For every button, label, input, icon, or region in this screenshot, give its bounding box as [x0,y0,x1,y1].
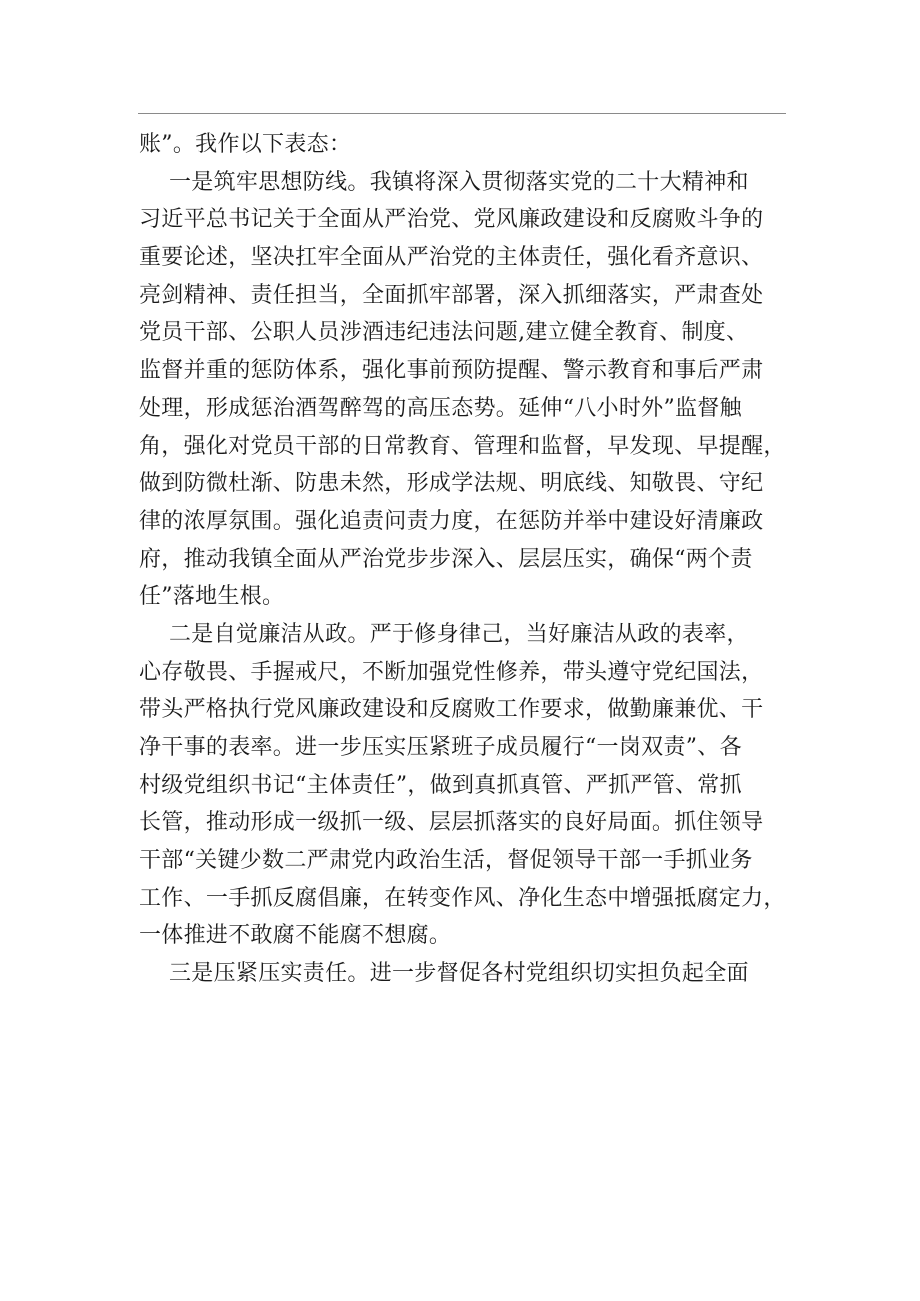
text-line: 亮剑精神、责任担当，全面抓牢部署，深入抓细落实，严肃查处 [139,282,764,308]
header-rule [138,113,786,114]
text-line: 律的浓厚氛围。强化追责问责力度，在惩防并举中建设好清廉政 [139,508,764,534]
text-line: 府，推动我镇全面从严治党步步深入、层层压实，确保“两个责 [139,546,753,572]
text-line: 长管，推动形成一级抓一级、层层抓落实的良好局面。抓住领导 [139,810,764,836]
text-line: 习近平总书记关于全面从严治党、党风廉政建设和反腐败斗争的 [139,207,764,233]
text-line: 重要论述，坚决扛牢全面从严治党的主体责任，强化看齐意识、 [139,245,764,271]
text-line: 角，强化对党员干部的日常教育、管理和监督，早发现、早提醒， [139,433,786,459]
text-line: 账”。我作以下表态： [139,132,352,157]
text-line: 任”落地生根。 [139,584,285,610]
text-line: 一体推进不敢腐不能腐不想腐。 [139,923,452,949]
text-line: 工作、一手抓反腐倡廉，在转变作风、净化生态中增强抵腐定力， [139,885,786,911]
paragraph-2-start: 二是自觉廉洁从政。严于修身律己，当好廉洁从政的表率， [169,621,749,647]
text-line: 村级党组织书记“主体责任”，做到真抓真管、严抓严管、常抓 [139,772,742,798]
text-line: 党员干部、公职人员涉酒违纪违法问题,建立健全教育、制度、 [139,320,749,346]
text-line: 监督并重的惩防体系，强化事前预防提醒、警示教育和事后严肃 [139,358,764,384]
text-line: 干部“关键少数二严肃党内政治生活，督促领导干部一手抓业务 [139,848,753,874]
paragraph-1-start: 一是筑牢思想防线。我镇将深入贯彻落实党的二十大精神和 [169,169,749,195]
text-line: 做到防微杜渐、防患未然，形成学法规、明底线、知敬畏、守纪 [139,471,764,497]
paragraph-3-start: 三是压紧压实责任。进一步督促各村党组织切实担负起全面 [169,961,749,987]
text-line: 心存敬畏、手握戒尺，不断加强党性修养，带头遵守党纪国法， [139,659,764,685]
body-text [139,126,789,993]
text-line: 净干事的表率。进一步压实压紧班子成员履行“一岗双责”、各 [139,735,742,760]
text-line: 带头严格执行党风廉政建设和反腐败工作要求，做勤廉兼优、干 [139,697,764,723]
text-line: 处理，形成惩治酒驾醉驾的高压态势。延伸“八小时外”监督触 [139,395,742,421]
